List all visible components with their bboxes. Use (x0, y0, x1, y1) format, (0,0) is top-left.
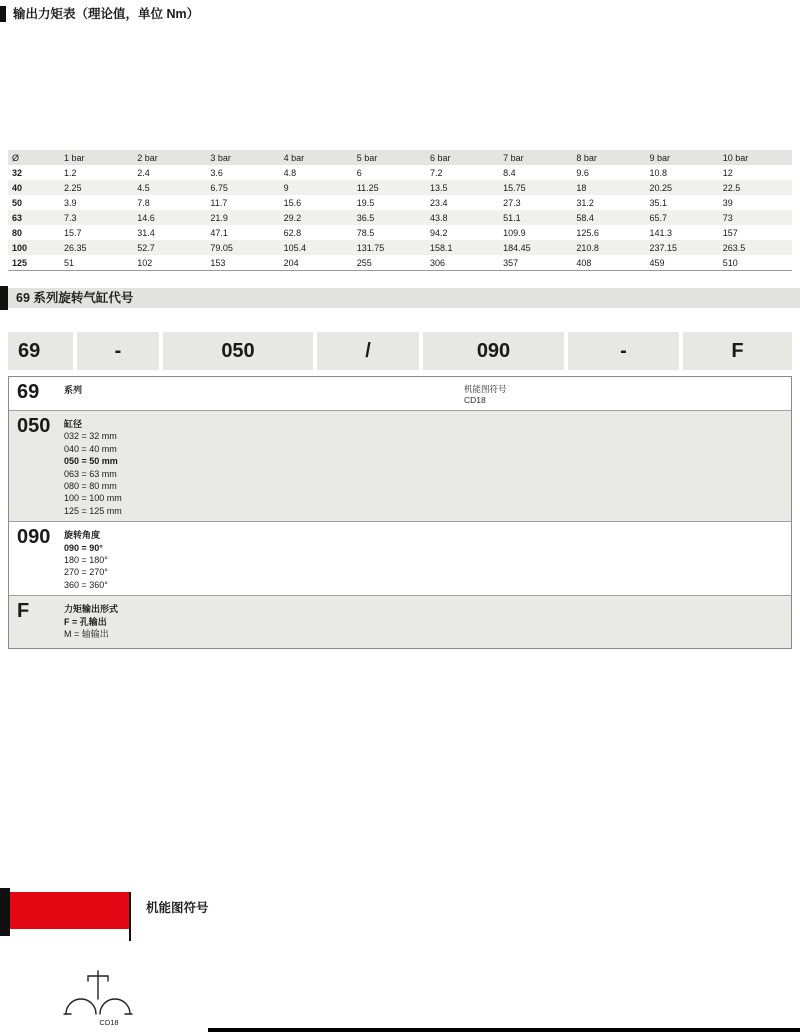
torque-value: 51 (60, 255, 133, 271)
torque-value: 29.2 (283, 212, 302, 223)
torque-value: 27.3 (503, 197, 521, 208)
torque-value: 357 (499, 255, 572, 271)
col-header-pressure: 2 bar (133, 150, 206, 165)
torque-value: 73 (722, 212, 733, 223)
code-option: 040 = 40 mm (64, 443, 117, 454)
order-code-cell: / (317, 332, 419, 370)
torque-value: 58.4 (576, 212, 594, 223)
order-code-row (8, 332, 792, 370)
order-code-cell: 050 (163, 332, 313, 370)
code-option: M = 轴输出 (64, 629, 109, 640)
header-accent-bar (0, 6, 6, 22)
torque-value: 158.1 (429, 242, 453, 253)
order-code-cell: F (683, 332, 792, 370)
code-option: 125 = 125 mm (64, 505, 122, 516)
torque-section-header (0, 6, 199, 24)
torque-value: 39 (722, 197, 733, 208)
torque-value: 20.25 (649, 182, 673, 193)
torque-value: 15.6 (283, 197, 302, 208)
torque-value: 4.5 (137, 182, 150, 193)
torque-table-title: 输出力矩表（理论值，单位 Nm） (13, 7, 200, 21)
torque-table-row (8, 195, 792, 210)
torque-value: 408 (572, 255, 645, 271)
torque-value: 2.25 (64, 182, 82, 193)
code-description (64, 377, 82, 410)
torque-value: 237.15 (649, 242, 678, 253)
torque-table-row (8, 210, 792, 225)
torque-table-row (8, 225, 792, 240)
code-option: F = 孔输出 (64, 616, 107, 627)
code-value: 69 (17, 381, 40, 403)
code-option: 360 = 360° (64, 579, 108, 590)
col-header-pressure: 3 bar (206, 150, 279, 165)
row-diameter: 80 (12, 227, 23, 238)
torque-value: 79.05 (210, 242, 233, 253)
torque-value: 14.6 (137, 212, 155, 223)
torque-value: 459 (646, 255, 719, 271)
torque-value: 10.8 (649, 167, 668, 178)
order-code-cell: 090 (423, 332, 564, 370)
torque-value: 15.75 (503, 182, 526, 193)
code-option: 270 = 270° (64, 567, 108, 578)
note-value: CD18 (464, 395, 486, 405)
torque-value: 141.3 (649, 227, 673, 238)
code-field-title: 旋转角度 (64, 530, 101, 541)
code-option: 100 = 100 mm (64, 493, 122, 504)
code-option: 050 = 50 mm (64, 456, 118, 467)
torque-value: 1.2 (64, 167, 77, 178)
torque-value: 6.75 (210, 182, 228, 193)
torque-value: 7.8 (137, 197, 150, 208)
code-field-title: 缸径 (64, 419, 83, 429)
torque-table-body (8, 165, 792, 271)
code-value: 050 (17, 415, 51, 437)
torque-value: 22.5 (722, 182, 741, 193)
page-bottom-rule (208, 1028, 800, 1032)
torque-value: 94.2 (429, 227, 448, 238)
torque-value: 306 (426, 255, 499, 271)
col-header-pressure: 5 bar (353, 150, 426, 165)
order-code-cell: - (568, 332, 679, 370)
col-header-pressure: 8 bar (572, 150, 645, 165)
torque-value: 65.7 (649, 212, 668, 223)
order-code-cell: - (77, 332, 159, 370)
col-header-diameter: Ø (8, 150, 60, 165)
note-label: 机能图符号 (464, 384, 507, 394)
code-row-69 (9, 377, 791, 411)
torque-table-head (8, 150, 792, 165)
torque-value: 11.25 (356, 182, 379, 193)
torque-value: 7.3 (64, 212, 77, 223)
torque-value: 8.4 (503, 167, 516, 178)
torque-value: 255 (353, 255, 426, 271)
torque-value: 11.7 (210, 197, 228, 208)
row-diameter: 125 (8, 255, 60, 271)
torque-value: 13.5 (429, 182, 448, 193)
torque-value: 109.9 (503, 227, 526, 238)
col-header-pressure: 9 bar (646, 150, 719, 165)
row-diameter: 32 (12, 167, 23, 178)
torque-header-row (8, 150, 792, 165)
code-value: F (17, 600, 30, 623)
torque-value: 9 (283, 182, 289, 193)
torque-table-row (8, 255, 792, 271)
row-diameter: 63 (12, 212, 23, 223)
code-value: 090 (17, 526, 51, 549)
order-code-title: 69 系列旋转气缸代号 (16, 291, 134, 305)
torque-value: 204 (280, 255, 353, 271)
torque-value: 26.35 (64, 242, 87, 253)
torque-value: 4.8 (283, 167, 297, 178)
code-option: 032 = 32 mm (64, 431, 117, 442)
code-option: 090 = 90° (64, 542, 103, 553)
row-diameter: 100 (12, 242, 28, 253)
code-row-090 (9, 522, 791, 596)
torque-value: 52.7 (137, 242, 155, 253)
code-description (64, 596, 118, 648)
torque-value: 153 (206, 255, 279, 271)
torque-value: 510 (719, 255, 792, 271)
code-description (64, 411, 122, 521)
col-header-pressure: 4 bar (280, 150, 353, 165)
code-field-title: 力矩输出形式 (64, 604, 119, 615)
header-accent-bar (0, 286, 8, 310)
order-code-section-header (0, 288, 800, 308)
torque-value: 125.6 (576, 227, 599, 238)
torque-value: 31.4 (137, 227, 155, 238)
torque-value: 51.1 (503, 212, 521, 223)
code-explanation-table (8, 376, 792, 649)
torque-value: 21.9 (210, 212, 228, 223)
code-option: 180 = 180° (64, 555, 108, 566)
red-label-box (10, 892, 129, 929)
code-option: 063 = 63 mm (64, 468, 117, 479)
rotary-actuator-symbol-icon (62, 968, 134, 1020)
order-code-cell: 69 (8, 332, 73, 370)
symbol-accent-bar (0, 888, 10, 936)
torque-value: 9.6 (576, 167, 589, 178)
function-symbol-note (464, 384, 507, 406)
torque-value: 157 (722, 227, 738, 238)
symbol-code-label: CD18 (99, 1018, 119, 1027)
torque-value: 105.4 (283, 242, 307, 253)
torque-table-row (8, 165, 792, 180)
torque-value: 18 (576, 182, 587, 193)
code-row-050 (9, 411, 791, 522)
torque-table-row (8, 180, 792, 195)
torque-value: 3.9 (64, 197, 77, 208)
torque-value: 102 (133, 255, 206, 271)
torque-table-row (8, 240, 792, 255)
torque-value: 78.5 (356, 227, 375, 238)
torque-value: 12 (722, 167, 733, 178)
col-header-pressure: 6 bar (426, 150, 499, 165)
col-header-pressure: 7 bar (499, 150, 572, 165)
torque-value: 31.2 (576, 197, 594, 208)
torque-value: 7.2 (429, 167, 443, 178)
torque-value: 6 (356, 167, 362, 178)
torque-value: 19.5 (356, 197, 375, 208)
torque-value: 62.8 (283, 227, 302, 238)
torque-value: 3.6 (210, 167, 223, 178)
torque-value: 210.8 (576, 242, 599, 253)
torque-value: 184.45 (503, 242, 531, 253)
torque-value: 35.1 (649, 197, 668, 208)
code-row-F (9, 596, 791, 648)
pneumatic-symbol-block (56, 968, 140, 1027)
col-header-pressure: 10 bar (719, 150, 792, 165)
torque-value: 263.5 (722, 242, 746, 253)
torque-value: 131.75 (356, 242, 385, 253)
symbol-section-title: 机能图符号 (146, 901, 209, 915)
torque-value: 23.4 (429, 197, 448, 208)
torque-value: 47.1 (210, 227, 228, 238)
code-description (64, 522, 108, 595)
row-diameter: 50 (12, 197, 23, 208)
row-diameter: 40 (12, 182, 23, 193)
code-option: 080 = 80 mm (64, 481, 117, 492)
torque-value: 2.4 (137, 167, 150, 178)
torque-value: 15.7 (64, 227, 82, 238)
code-field-title: 系列 (64, 385, 83, 395)
col-header-pressure: 1 bar (60, 150, 133, 165)
torque-table (8, 150, 792, 271)
torque-value: 36.5 (356, 212, 375, 223)
symbol-divider-line (129, 892, 131, 941)
torque-value: 43.8 (429, 212, 448, 223)
